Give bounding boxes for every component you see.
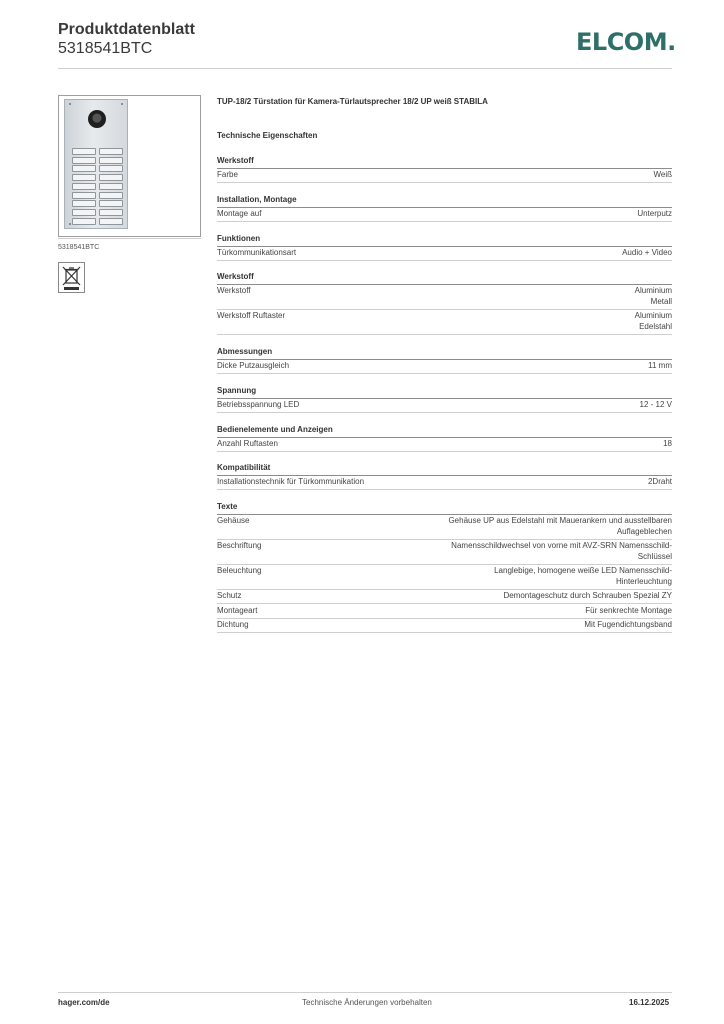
section-divider xyxy=(217,398,672,399)
call-button xyxy=(99,157,123,164)
row-divider xyxy=(217,618,672,619)
section-divider xyxy=(217,207,672,208)
section-divider xyxy=(217,168,672,169)
section-heading: Texte xyxy=(217,502,238,511)
call-button xyxy=(99,200,123,207)
spec-value xyxy=(653,170,672,181)
spec-value xyxy=(648,361,672,372)
section-heading: Kompatibilität xyxy=(217,463,271,472)
section-divider xyxy=(217,514,672,515)
row-divider xyxy=(217,182,672,183)
spec-value-line: 2Draht xyxy=(647,477,672,486)
row-divider xyxy=(217,260,672,261)
spec-value-line: Aluminium xyxy=(634,286,672,295)
call-button xyxy=(72,165,96,172)
call-button xyxy=(99,209,123,216)
section-divider xyxy=(217,475,672,476)
spec-label: Betriebsspannung LED xyxy=(217,400,300,409)
product-image xyxy=(58,95,201,237)
screw-icon xyxy=(121,103,123,105)
call-button xyxy=(99,174,123,181)
call-button xyxy=(72,192,96,199)
door-station-panel xyxy=(64,99,128,229)
call-button xyxy=(99,192,123,199)
row-divider xyxy=(217,412,672,413)
footer-disclaimer: Technische Änderungen vorbehalten xyxy=(302,998,432,1007)
spec-value-line: Gehäuse UP aus Edelstahl mit Mauerankern und ausstellbaren xyxy=(448,516,672,525)
screw-icon xyxy=(69,223,71,225)
spec-value xyxy=(663,439,672,450)
spec-label: Farbe xyxy=(217,170,238,179)
section-heading: Abmessungen xyxy=(217,347,273,356)
spec-label: Werkstoff Ruftaster xyxy=(217,311,286,320)
section-heading: Funktionen xyxy=(217,234,261,243)
spec-value-line: Aluminium xyxy=(634,311,672,320)
footer-divider xyxy=(58,992,672,993)
spec-value-line: Für senkrechte Montage xyxy=(585,605,672,615)
page-title: Produktdatenblatt xyxy=(58,21,195,38)
spec-label: Werkstoff xyxy=(217,286,251,295)
row-divider xyxy=(217,489,672,490)
call-button xyxy=(99,218,123,225)
camera-lens-icon xyxy=(88,110,106,128)
spec-value xyxy=(585,606,672,617)
spec-label: Dicke Putzausgleich xyxy=(217,361,290,370)
spec-value xyxy=(451,541,672,562)
footer-date: 16.12.2025 xyxy=(629,998,670,1007)
spec-value-line: Demontageschutz durch Schrauben Spezial ZY xyxy=(503,591,672,600)
spec-value xyxy=(622,248,672,259)
spec-value-line: Unterputz xyxy=(637,209,672,218)
call-button xyxy=(72,174,96,181)
spec-value-line: Schlüssel xyxy=(637,551,672,561)
row-divider xyxy=(217,589,672,590)
spec-value xyxy=(448,516,672,537)
spec-value xyxy=(648,477,672,488)
section-divider xyxy=(217,359,672,360)
section-heading: Spannung xyxy=(217,386,257,395)
row-divider xyxy=(217,451,672,452)
spec-label: Anzahl Ruftasten xyxy=(217,439,278,448)
spec-value-line: 18 xyxy=(663,439,672,448)
row-divider xyxy=(217,603,672,604)
spec-value xyxy=(635,311,672,332)
spec-value-line: Hinterleuchtung xyxy=(615,576,672,586)
section-heading: Installation, Montage xyxy=(217,195,297,204)
row-divider xyxy=(217,334,672,335)
header-divider xyxy=(58,68,672,69)
call-button xyxy=(72,157,96,164)
call-button xyxy=(99,148,123,155)
row-divider xyxy=(217,309,672,310)
spec-value xyxy=(635,286,672,307)
screw-icon xyxy=(69,103,71,105)
section-heading: Werkstoff xyxy=(217,156,254,165)
spec-label: Türkommunikationsart xyxy=(217,248,297,257)
row-divider xyxy=(217,539,672,540)
image-divider xyxy=(58,238,201,239)
spec-label: Beschriftung xyxy=(217,541,262,550)
call-button xyxy=(72,200,96,207)
elcom-logo: ELCOM. xyxy=(576,28,676,56)
spec-value xyxy=(640,400,672,411)
section-divider xyxy=(217,246,672,247)
call-button xyxy=(99,165,123,172)
spec-value-line: Weiß xyxy=(653,170,672,179)
row-divider xyxy=(217,564,672,565)
spec-label: Schutz xyxy=(217,591,242,600)
call-button xyxy=(99,183,123,190)
tech-properties-heading: Technische Eigenschaften xyxy=(217,131,318,140)
spec-value-line: Auflageblechen xyxy=(616,526,672,536)
spec-value-line: Metall xyxy=(650,296,672,306)
section-divider xyxy=(217,284,672,285)
spec-value xyxy=(584,620,672,631)
spec-label: Montage auf xyxy=(217,209,262,218)
spec-value-line: Langlebige, homogene weiße LED Namensschild- xyxy=(494,566,672,575)
spec-value-line: 11 mm xyxy=(648,361,672,370)
spec-value xyxy=(637,209,672,220)
weee-crossed-bin-icon xyxy=(58,262,85,293)
call-button xyxy=(72,148,96,155)
product-code: 5318541BTC xyxy=(58,40,153,57)
section-heading: Bedienelemente und Anzeigen xyxy=(217,425,333,434)
image-caption: 5318541BTC xyxy=(58,244,100,251)
spec-label: Montageart xyxy=(217,605,258,615)
spec-label: Beleuchtung xyxy=(217,566,262,575)
call-button xyxy=(72,218,96,225)
spec-value-line: Edelstahl xyxy=(639,321,672,331)
section-heading: Werkstoff xyxy=(217,272,254,281)
section-divider xyxy=(217,437,672,438)
spec-value-line: 12 - 12 V xyxy=(639,400,672,409)
row-divider xyxy=(217,373,672,374)
product-name: TUP-18/2 Türstation für Kamera-Türlautsprecher 18/2 UP weiß STABILA xyxy=(217,97,488,106)
call-button xyxy=(72,209,96,216)
row-divider xyxy=(217,221,672,222)
spec-label: Dichtung xyxy=(217,620,249,629)
spec-value xyxy=(503,591,672,602)
row-divider xyxy=(217,632,672,633)
call-button xyxy=(72,183,96,190)
spec-label: Gehäuse xyxy=(217,516,250,525)
spec-value-line: Mit Fugendichtungsband xyxy=(584,620,672,629)
spec-value-line: Namensschildwechsel von vorne mit AVZ-SRN Namensschild- xyxy=(451,541,672,550)
spec-label: Installationstechnik für Türkommunikation xyxy=(217,477,365,486)
spec-value xyxy=(494,566,672,587)
spec-value-line: Audio + Video xyxy=(622,248,672,257)
footer-website-link[interactable]: hager.com/de xyxy=(58,998,110,1007)
